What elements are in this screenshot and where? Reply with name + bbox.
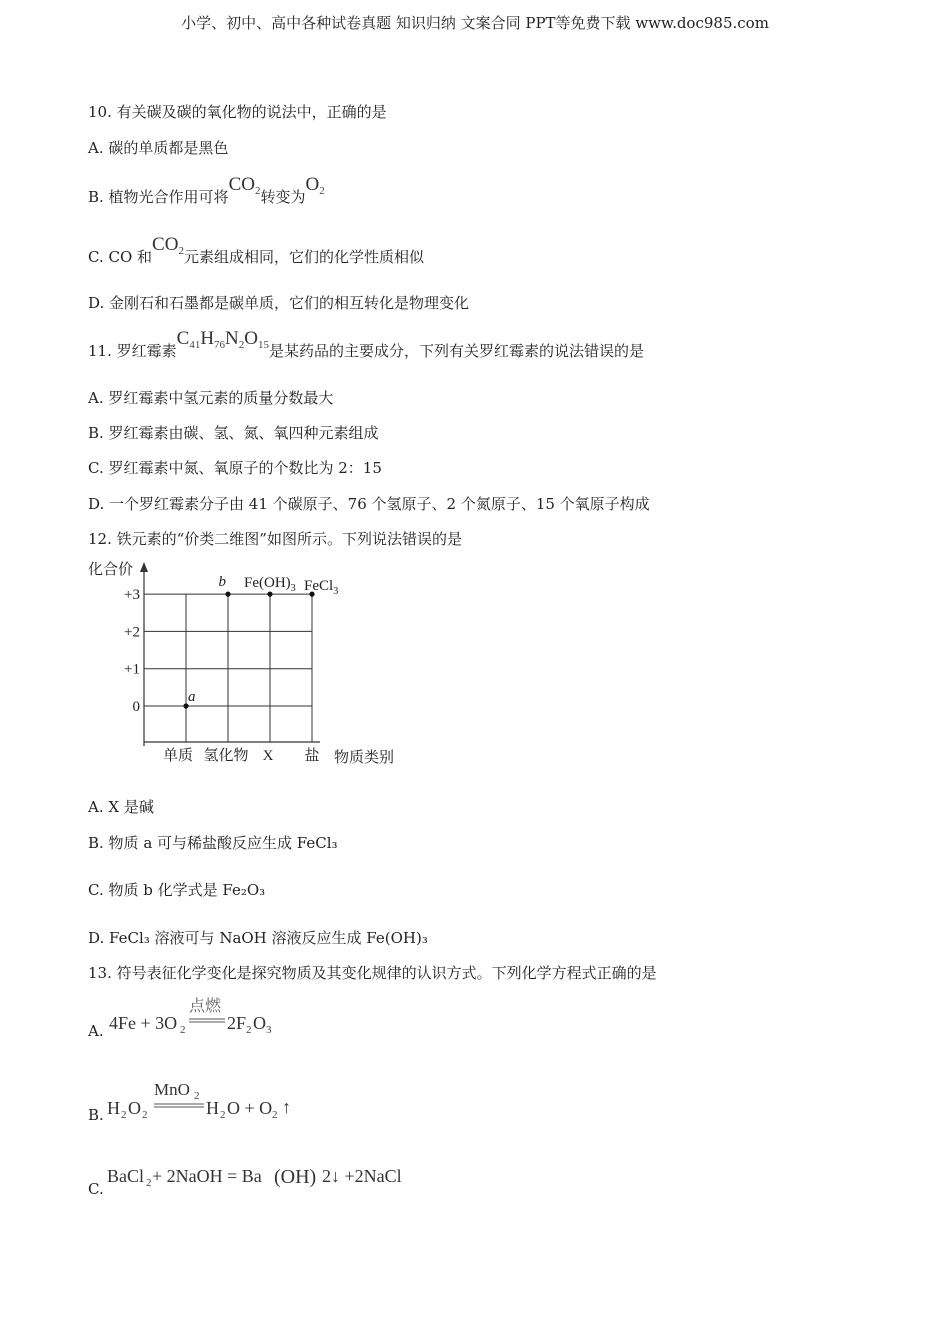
eq-c-lhs1: BaCl xyxy=(107,1166,145,1186)
equation-b xyxy=(104,1077,324,1122)
q13-option-b-label: B. xyxy=(88,1106,104,1124)
q11-option-a: A. 罗红霉素中氢元素的质量分数最大 xyxy=(88,389,334,407)
valence-class-chart xyxy=(0,550,450,780)
q12-option-b: B. 物质 a 可与稀盐酸反应生成 FeCl₃ xyxy=(88,834,338,852)
eq-b-lhs1: H xyxy=(107,1098,120,1118)
equation-c xyxy=(104,1155,434,1195)
co2-formula: $CO_2$ xyxy=(228,174,261,197)
eq-a-condition: 点燃 xyxy=(189,998,222,1015)
eq-a-lhs: 4Fe + 3O xyxy=(109,1013,178,1033)
eq-a-rhs1: 2F xyxy=(227,1013,247,1033)
co2-formula: $CO_2$ xyxy=(152,234,184,257)
y-tick-label: +2 xyxy=(124,624,140,641)
q12-option-c: C. 物质 b 化学式是 Fe₂O₃ xyxy=(88,881,266,899)
y-tick-labels xyxy=(124,587,140,715)
q11-option-d: D. 一个罗红霉素分子由 41 个碳原子、76 个氢原子、2 个氮原子、15 个氧原子构成 xyxy=(88,495,650,513)
point-label: a xyxy=(188,689,196,705)
data-point xyxy=(225,592,230,597)
eq-a-sub: 2 xyxy=(246,1024,252,1036)
o2-formula: $O_2$ xyxy=(305,174,325,197)
q11-stem-prefix: 11. 罗红霉素 xyxy=(88,342,177,360)
q10-option-d: D. 金刚石和石墨都是碳单质，它们的相互转化是物理变化 xyxy=(88,294,470,312)
q10-b-mid: 转变为 xyxy=(260,188,306,206)
eq-c-lhs2: + 2NaOH = Ba xyxy=(152,1166,262,1186)
x-axis-label: 物质类别 xyxy=(334,750,395,766)
q10-stem: 10. 有关碳及碳的氧化物的说法中，正确的是 xyxy=(88,103,387,121)
eq-b-lhs2: O xyxy=(128,1098,141,1118)
eq-b-sub: 2 xyxy=(121,1109,127,1121)
x-tick-labels xyxy=(163,746,320,764)
eq-c-hydroxide: (OH) xyxy=(274,1166,317,1188)
q12-option-a: A. X 是碱 xyxy=(88,798,154,816)
y-tick-label: 0 xyxy=(132,699,140,715)
gas-arrow: ↑ xyxy=(282,1097,291,1117)
point-label: $Fe(OH)_3$ xyxy=(244,575,296,595)
q12-option-d: D. FeCl₃ 溶液可与 NaOH 溶液反应生成 Fe(OH)₃ xyxy=(88,929,428,947)
q11-stem xyxy=(88,328,645,360)
eq-c-sub: 2 xyxy=(146,1177,152,1189)
eq-b-sub: 2 xyxy=(220,1109,226,1121)
q10-c-suffix: 元素组成相同，它们的化学性质相似 xyxy=(183,248,424,266)
eq-c-rhs: 2↓ +2NaCl xyxy=(322,1166,402,1186)
chart-grid xyxy=(144,594,312,742)
eq-b-catalyst: MnO xyxy=(154,1080,190,1099)
q12-stem: 12. 铁元素的“价类二维图”如图所示。下列说法错误的是 xyxy=(88,530,462,548)
eq-a-sub: 3 xyxy=(266,1024,272,1036)
q13-option-a-label: A. xyxy=(88,1022,104,1040)
x-tick-label: 氢化物 xyxy=(203,748,249,764)
q11-option-c: C. 罗红霉素中氮、氧原子的个数比为 2：15 xyxy=(88,459,382,477)
roxithromycin-formula: $C_{41}H_{76}N_2O_{15}$ xyxy=(176,328,270,351)
q11-option-b: B. 罗红霉素由碳、氢、氮、氧四种元素组成 xyxy=(88,424,379,442)
y-axis-arrow xyxy=(140,562,148,572)
eq-b-sub: 2 xyxy=(272,1109,278,1121)
point-label: FeCl$_3$ xyxy=(304,578,339,598)
x-tick-label: 盐 xyxy=(304,748,320,764)
eq-a-rhs2: O xyxy=(253,1013,266,1033)
page-header: 小学、初中、高中各种试卷真题 知识归纳 文案合同 PPT等免费下载 www.doc985.com xyxy=(181,14,769,32)
eq-b-rhs1: H xyxy=(206,1098,219,1118)
q10-option-c xyxy=(88,234,424,266)
x-tick-label: X xyxy=(262,748,274,764)
point-label: b xyxy=(218,574,226,591)
y-tick-label: +3 xyxy=(124,587,140,604)
q13-option-c-label: C. xyxy=(88,1180,104,1198)
q10-c-prefix: C. CO 和 xyxy=(88,248,153,266)
q13-stem: 13. 符号表征化学变化是探究物质及其变化规律的认识方式。下列化学方程式正确的是 xyxy=(88,964,657,982)
eq-b-sub: 2 xyxy=(194,1090,200,1102)
q11-stem-suffix: 是某药品的主要成分，下列有关罗红霉素的说法错误的是 xyxy=(269,342,645,360)
q10-b-prefix: B. 植物光合作用可将 xyxy=(88,188,229,206)
equation-a xyxy=(105,995,305,1040)
data-point xyxy=(267,592,272,597)
y-axis-label: 化合价 xyxy=(88,562,134,578)
eq-b-rhs2: O + O xyxy=(227,1098,273,1118)
q10-option-a: A. 碳的单质都是黑色 xyxy=(88,139,229,157)
x-tick-label: 单质 xyxy=(162,748,194,764)
eq-b-sub: 2 xyxy=(142,1109,148,1121)
q10-option-b xyxy=(88,174,325,206)
y-tick-label: +1 xyxy=(124,661,140,678)
eq-a-sub: 2 xyxy=(180,1024,186,1036)
